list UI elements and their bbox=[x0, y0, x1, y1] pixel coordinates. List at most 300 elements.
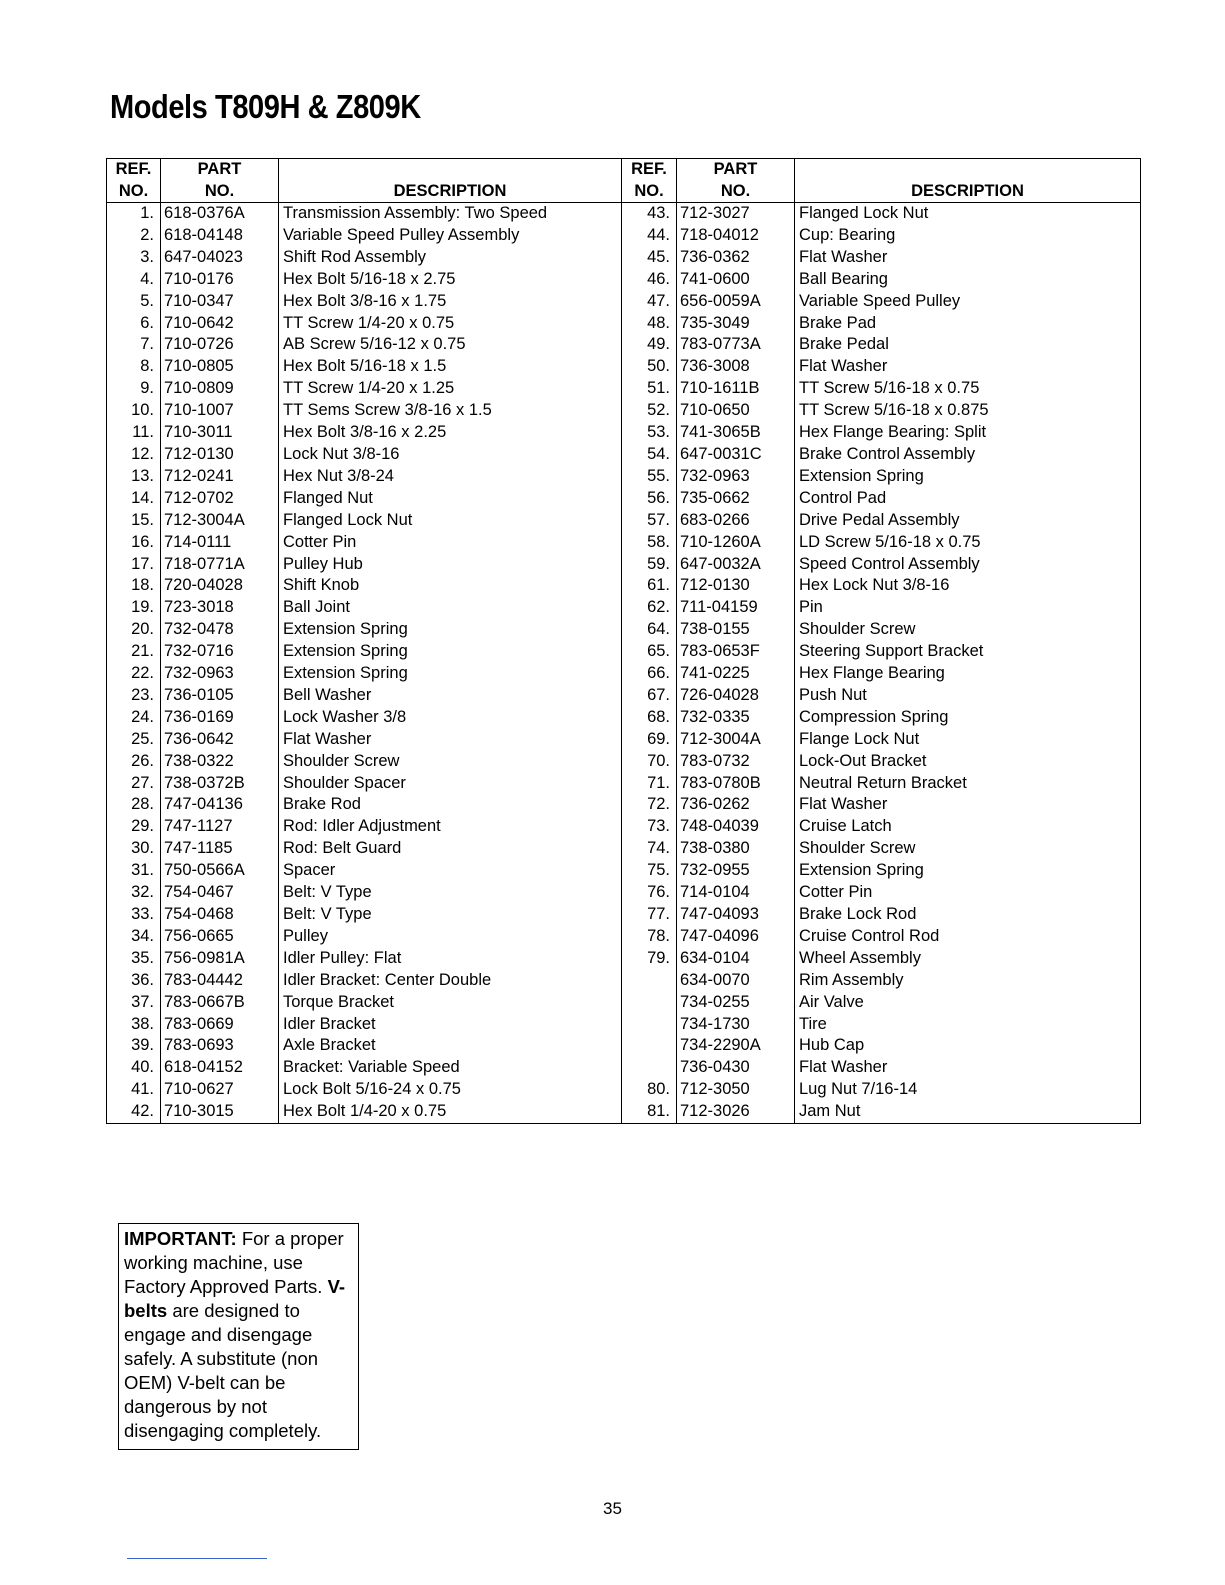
description-cell: Hex Lock Nut 3/8-16 bbox=[795, 575, 1141, 597]
part-number-cell: 783-0667B bbox=[161, 992, 279, 1014]
description-cell: Extension Spring bbox=[279, 641, 622, 663]
ref-cell: 71. bbox=[622, 773, 677, 795]
description-cell: Pulley Hub bbox=[279, 554, 622, 576]
part-number-cell: 732-0335 bbox=[677, 707, 795, 729]
part-number-cell: 712-0130 bbox=[677, 575, 795, 597]
part-number-cell: 783-04442 bbox=[161, 970, 279, 992]
important-notice-box bbox=[118, 1223, 359, 1450]
part-number-cell: 710-0347 bbox=[161, 291, 279, 313]
ref-cell: 21. bbox=[131, 642, 154, 661]
ref-cell: 78. bbox=[622, 926, 677, 948]
part-number-cell: 747-04093 bbox=[677, 904, 795, 926]
description-cell: Flat Washer bbox=[795, 1057, 1141, 1079]
part-number-cell: 783-0780B bbox=[677, 773, 795, 795]
ref-cell: 4. bbox=[140, 269, 154, 288]
notice-text-1: For a proper working machine, use Factory Approved Parts. bbox=[124, 1228, 344, 1297]
part-number-cell: 710-1260A bbox=[677, 532, 795, 554]
part-number-cell: 754-0467 bbox=[161, 882, 279, 904]
ref-cell: 53. bbox=[622, 422, 677, 444]
table-row bbox=[107, 378, 1141, 400]
description-cell: Spacer bbox=[279, 860, 622, 882]
ref-cell: 37. bbox=[131, 992, 154, 1011]
part-number-cell: 736-0642 bbox=[161, 729, 279, 751]
description-cell: TT Screw 1/4-20 x 1.25 bbox=[279, 378, 622, 400]
part-number-cell: 783-0653F bbox=[677, 641, 795, 663]
part-number-cell: 747-04096 bbox=[677, 926, 795, 948]
description-cell: Lock Bolt 5/16-24 x 0.75 bbox=[279, 1079, 622, 1101]
description-cell: Rod: Idler Adjustment bbox=[279, 816, 622, 838]
table-row bbox=[107, 269, 1141, 291]
part-number-cell: 741-3065B bbox=[677, 422, 795, 444]
ref-cell: 65. bbox=[622, 641, 677, 663]
ref-cell: 76. bbox=[622, 882, 677, 904]
description-cell: Brake Pad bbox=[795, 313, 1141, 335]
description-cell: Bell Washer bbox=[279, 685, 622, 707]
part-number-cell: 647-0032A bbox=[677, 554, 795, 576]
part-number-cell: 736-0105 bbox=[161, 685, 279, 707]
description-cell: Flanged Nut bbox=[279, 488, 622, 510]
description-cell: Hex Bolt 3/8-16 x 2.25 bbox=[279, 422, 622, 444]
ref-cell: 38. bbox=[131, 1014, 154, 1033]
description-cell: Hex Bolt 3/8-16 x 1.75 bbox=[279, 291, 622, 313]
table-row bbox=[107, 970, 1141, 992]
description-cell: Variable Speed Pulley Assembly bbox=[279, 225, 622, 247]
ref-cell: 1. bbox=[140, 204, 154, 222]
description-cell: Extension Spring bbox=[795, 860, 1141, 882]
ref-cell: 3. bbox=[140, 247, 154, 266]
table-row bbox=[107, 1057, 1141, 1079]
part-number-cell: 736-0262 bbox=[677, 794, 795, 816]
ref-cell: 29. bbox=[131, 817, 154, 836]
ref-cell: 64. bbox=[622, 619, 677, 641]
description-header-right: DESCRIPTION bbox=[795, 159, 1141, 203]
ref-cell: 7. bbox=[140, 335, 154, 354]
table-row bbox=[107, 860, 1141, 882]
ref-cell: 16. bbox=[131, 532, 154, 551]
table-row bbox=[107, 225, 1141, 247]
description-cell: Hex Nut 3/8-24 bbox=[279, 466, 622, 488]
ref-cell: 62. bbox=[622, 597, 677, 619]
part-number-cell: 711-04159 bbox=[677, 597, 795, 619]
description-cell: Pin bbox=[795, 597, 1141, 619]
description-cell: AB Screw 5/16-12 x 0.75 bbox=[279, 334, 622, 356]
part-number-cell: 710-1611B bbox=[677, 378, 795, 400]
table-row bbox=[107, 510, 1141, 532]
description-cell: Drive Pedal Assembly bbox=[795, 510, 1141, 532]
ref-cell: 10. bbox=[131, 401, 154, 420]
description-cell: Pulley bbox=[279, 926, 622, 948]
ref-cell: 50. bbox=[622, 356, 677, 378]
table-header-row bbox=[107, 159, 1141, 203]
part-number-cell: 710-0726 bbox=[161, 334, 279, 356]
ref-cell: 52. bbox=[622, 400, 677, 422]
part-number-cell: 783-0693 bbox=[161, 1035, 279, 1057]
ref-cell: 36. bbox=[131, 970, 154, 989]
part-number-cell: 712-3027 bbox=[677, 203, 795, 225]
part-number-cell: 756-0981A bbox=[161, 948, 279, 970]
description-cell: Wheel Assembly bbox=[795, 948, 1141, 970]
table-row bbox=[107, 1035, 1141, 1057]
ref-cell: 44. bbox=[622, 225, 677, 247]
ref-cell: 70. bbox=[622, 751, 677, 773]
description-cell: Air Valve bbox=[795, 992, 1141, 1014]
part-number-cell: 710-0642 bbox=[161, 313, 279, 335]
ref-cell: 68. bbox=[622, 707, 677, 729]
description-cell: Brake Lock Rod bbox=[795, 904, 1141, 926]
ref-cell: 34. bbox=[131, 926, 154, 945]
ref-cell: 31. bbox=[131, 861, 154, 880]
table-row bbox=[107, 1101, 1141, 1123]
description-cell: Shoulder Screw bbox=[279, 751, 622, 773]
description-cell: Cotter Pin bbox=[795, 882, 1141, 904]
parts-table-body bbox=[107, 203, 1141, 1124]
ref-cell: 79. bbox=[622, 948, 677, 970]
description-cell: Hex Bolt 5/16-18 x 1.5 bbox=[279, 356, 622, 378]
part-number-cell: 735-0662 bbox=[677, 488, 795, 510]
ref-header-left: REF. NO. bbox=[107, 159, 161, 203]
part-number-cell: 618-0376A bbox=[161, 203, 279, 225]
description-cell: Control Pad bbox=[795, 488, 1141, 510]
description-cell: Hex Flange Bearing: Split bbox=[795, 422, 1141, 444]
part-number-cell: 732-0478 bbox=[161, 619, 279, 641]
description-cell: Idler Bracket bbox=[279, 1014, 622, 1036]
part-number-cell: 732-0963 bbox=[677, 466, 795, 488]
table-row bbox=[107, 444, 1141, 466]
part-number-cell: 736-3008 bbox=[677, 356, 795, 378]
ref-cell: 15. bbox=[131, 510, 154, 529]
description-cell: Rim Assembly bbox=[795, 970, 1141, 992]
ref-cell: 11. bbox=[132, 423, 154, 442]
description-cell: Extension Spring bbox=[279, 619, 622, 641]
description-cell: Brake Control Assembly bbox=[795, 444, 1141, 466]
part-number-cell: 710-0650 bbox=[677, 400, 795, 422]
table-row bbox=[107, 838, 1141, 860]
part-number-cell: 718-04012 bbox=[677, 225, 795, 247]
ref-cell: 19. bbox=[131, 598, 154, 617]
part-number-cell: 712-0130 bbox=[161, 444, 279, 466]
table-row bbox=[107, 597, 1141, 619]
ref-cell: 73. bbox=[622, 816, 677, 838]
part-number-cell: 726-04028 bbox=[677, 685, 795, 707]
description-cell: Variable Speed Pulley bbox=[795, 291, 1141, 313]
table-row bbox=[107, 794, 1141, 816]
ref-cell: 54. bbox=[622, 444, 677, 466]
description-header-left: DESCRIPTION bbox=[279, 159, 622, 203]
part-number-cell: 710-3015 bbox=[161, 1101, 279, 1123]
ref-cell: 24. bbox=[131, 707, 154, 726]
ref-cell: 17. bbox=[131, 554, 154, 573]
vbelts-label: V-belts bbox=[124, 1276, 346, 1321]
part-number-cell: 734-0255 bbox=[677, 992, 795, 1014]
table-row bbox=[107, 707, 1141, 729]
table-row bbox=[107, 904, 1141, 926]
table-row bbox=[107, 663, 1141, 685]
ref-cell: 13. bbox=[131, 466, 154, 485]
ref-cell bbox=[622, 1057, 677, 1079]
table-row bbox=[107, 1014, 1141, 1036]
description-cell: Belt: V Type bbox=[279, 904, 622, 926]
part-number-cell: 723-3018 bbox=[161, 597, 279, 619]
ref-cell: 5. bbox=[140, 291, 154, 310]
description-cell: Torque Bracket bbox=[279, 992, 622, 1014]
ref-cell: 42. bbox=[131, 1102, 154, 1121]
ref-cell: 48. bbox=[622, 313, 677, 335]
ref-cell: 27. bbox=[131, 773, 154, 792]
table-row bbox=[107, 575, 1141, 597]
ref-cell: 28. bbox=[131, 795, 154, 814]
table-row bbox=[107, 751, 1141, 773]
description-cell: TT Screw 1/4-20 x 0.75 bbox=[279, 313, 622, 335]
part-number-cell: 712-3026 bbox=[677, 1101, 795, 1123]
part-number-cell: 747-1185 bbox=[161, 838, 279, 860]
ref-cell: 57. bbox=[622, 510, 677, 532]
ref-cell: 26. bbox=[131, 751, 154, 770]
description-cell: Tire bbox=[795, 1014, 1141, 1036]
ref-cell: 41. bbox=[131, 1080, 154, 1099]
part-number-cell: 741-0600 bbox=[677, 269, 795, 291]
description-cell: Lock-Out Bracket bbox=[795, 751, 1141, 773]
ref-cell: 69. bbox=[622, 729, 677, 751]
description-cell: Shoulder Spacer bbox=[279, 773, 622, 795]
part-number-cell: 656-0059A bbox=[677, 291, 795, 313]
description-cell: Cotter Pin bbox=[279, 532, 622, 554]
table-row bbox=[107, 356, 1141, 378]
description-cell: LD Screw 5/16-18 x 0.75 bbox=[795, 532, 1141, 554]
description-cell: TT Screw 5/16-18 x 0.75 bbox=[795, 378, 1141, 400]
ref-cell: 35. bbox=[131, 948, 154, 967]
table-row bbox=[107, 948, 1141, 970]
ref-cell: 49. bbox=[622, 334, 677, 356]
part-number-cell: 732-0716 bbox=[161, 641, 279, 663]
part-number-cell: 734-2290A bbox=[677, 1035, 795, 1057]
part-number-cell: 732-0963 bbox=[161, 663, 279, 685]
part-number-cell: 783-0773A bbox=[677, 334, 795, 356]
part-number-cell: 714-0104 bbox=[677, 882, 795, 904]
description-cell: Hex Flange Bearing bbox=[795, 663, 1141, 685]
table-row bbox=[107, 816, 1141, 838]
part-number-cell: 738-0322 bbox=[161, 751, 279, 773]
ref-cell: 9. bbox=[140, 379, 154, 398]
part-number-cell: 712-0241 bbox=[161, 466, 279, 488]
ref-cell: 58. bbox=[622, 532, 677, 554]
part-number-cell: 714-0111 bbox=[161, 532, 279, 554]
ref-cell: 80. bbox=[622, 1079, 677, 1101]
part-number-cell: 710-1007 bbox=[161, 400, 279, 422]
ref-cell bbox=[622, 992, 677, 1014]
part-number-cell: 750-0566A bbox=[161, 860, 279, 882]
ref-cell bbox=[622, 970, 677, 992]
table-row bbox=[107, 1079, 1141, 1101]
part-number-cell: 747-1127 bbox=[161, 816, 279, 838]
description-cell: Rod: Belt Guard bbox=[279, 838, 622, 860]
part-number-cell: 634-0070 bbox=[677, 970, 795, 992]
ref-cell: 77. bbox=[622, 904, 677, 926]
description-cell: Steering Support Bracket bbox=[795, 641, 1141, 663]
table-row bbox=[107, 400, 1141, 422]
table-row bbox=[107, 291, 1141, 313]
description-cell: TT Screw 5/16-18 x 0.875 bbox=[795, 400, 1141, 422]
part-number-cell: 734-1730 bbox=[677, 1014, 795, 1036]
description-cell: Ball Bearing bbox=[795, 269, 1141, 291]
ref-cell: 32. bbox=[131, 883, 154, 902]
ref-cell: 14. bbox=[131, 488, 154, 507]
part-header-left: PART NO. bbox=[161, 159, 279, 203]
description-cell: Extension Spring bbox=[795, 466, 1141, 488]
ref-cell: 47. bbox=[622, 291, 677, 313]
ref-cell: 18. bbox=[131, 576, 154, 595]
description-cell: Cup: Bearing bbox=[795, 225, 1141, 247]
description-cell: Idler Bracket: Center Double bbox=[279, 970, 622, 992]
table-row bbox=[107, 466, 1141, 488]
notice-text-2: are designed to engage and disengage safely. A substitute (non OEM) V-belt can be dangerous by not disengaging completely. bbox=[124, 1300, 322, 1441]
part-number-cell: 738-0155 bbox=[677, 619, 795, 641]
ref-cell: 55. bbox=[622, 466, 677, 488]
table-row bbox=[107, 882, 1141, 904]
part-number-cell: 710-3011 bbox=[161, 422, 279, 444]
description-cell: Idler Pulley: Flat bbox=[279, 948, 622, 970]
part-number-cell: 754-0468 bbox=[161, 904, 279, 926]
part-number-cell: 647-0031C bbox=[677, 444, 795, 466]
part-number-cell: 647-04023 bbox=[161, 247, 279, 269]
description-cell: Shift Rod Assembly bbox=[279, 247, 622, 269]
table-row bbox=[107, 641, 1141, 663]
part-number-cell: 720-04028 bbox=[161, 575, 279, 597]
part-number-cell: 634-0104 bbox=[677, 948, 795, 970]
part-number-cell: 736-0169 bbox=[161, 707, 279, 729]
description-cell: Flat Washer bbox=[279, 729, 622, 751]
part-number-cell: 618-04148 bbox=[161, 225, 279, 247]
ref-cell: 39. bbox=[131, 1036, 154, 1055]
table-row bbox=[107, 619, 1141, 641]
table-row bbox=[107, 729, 1141, 751]
ref-cell: 22. bbox=[131, 664, 154, 683]
part-number-cell: 735-3049 bbox=[677, 313, 795, 335]
part-header-right: PART NO. bbox=[677, 159, 795, 203]
part-number-cell: 710-0627 bbox=[161, 1079, 279, 1101]
part-number-cell: 712-0702 bbox=[161, 488, 279, 510]
ref-cell: 23. bbox=[131, 685, 154, 704]
ref-cell: 2. bbox=[140, 225, 154, 244]
table-row bbox=[107, 203, 1141, 225]
parts-table bbox=[106, 158, 1141, 1124]
ref-cell: 6. bbox=[140, 313, 154, 332]
ref-cell: 81. bbox=[622, 1101, 677, 1123]
part-number-cell: 736-0362 bbox=[677, 247, 795, 269]
description-cell: Belt: V Type bbox=[279, 882, 622, 904]
part-number-cell: 783-0669 bbox=[161, 1014, 279, 1036]
table-row bbox=[107, 532, 1141, 554]
part-number-cell: 712-3050 bbox=[677, 1079, 795, 1101]
description-cell: Cruise Latch bbox=[795, 816, 1141, 838]
part-number-cell: 736-0430 bbox=[677, 1057, 795, 1079]
ref-cell: 8. bbox=[140, 357, 154, 376]
description-cell: TT Sems Screw 3/8-16 x 1.5 bbox=[279, 400, 622, 422]
description-cell: Compression Spring bbox=[795, 707, 1141, 729]
ref-cell: 67. bbox=[622, 685, 677, 707]
ref-cell: 59. bbox=[622, 554, 677, 576]
description-cell: Brake Rod bbox=[279, 794, 622, 816]
table-row bbox=[107, 992, 1141, 1014]
ref-cell: 72. bbox=[622, 794, 677, 816]
description-cell: Axle Bracket bbox=[279, 1035, 622, 1057]
description-cell: Jam Nut bbox=[795, 1101, 1141, 1123]
table-row bbox=[107, 422, 1141, 444]
table-row bbox=[107, 926, 1141, 948]
page-number: 35 bbox=[603, 1499, 622, 1518]
description-cell: Hub Cap bbox=[795, 1035, 1141, 1057]
part-number-cell: 718-0771A bbox=[161, 554, 279, 576]
description-cell: Transmission Assembly: Two Speed bbox=[279, 203, 622, 225]
important-label: IMPORTANT: bbox=[124, 1228, 237, 1249]
description-cell: Cruise Control Rod bbox=[795, 926, 1141, 948]
table-row bbox=[107, 554, 1141, 576]
table-row bbox=[107, 313, 1141, 335]
description-cell: Neutral Return Bracket bbox=[795, 773, 1141, 795]
ref-cell: 40. bbox=[131, 1058, 154, 1077]
ref-cell: 45. bbox=[622, 247, 677, 269]
description-cell: Extension Spring bbox=[279, 663, 622, 685]
description-cell: Flange Lock Nut bbox=[795, 729, 1141, 751]
page-title: Models T809H & Z809K bbox=[110, 88, 421, 125]
ref-cell: 66. bbox=[622, 663, 677, 685]
description-cell: Hex Bolt 1/4-20 x 0.75 bbox=[279, 1101, 622, 1123]
description-cell: Speed Control Assembly bbox=[795, 554, 1141, 576]
ref-cell: 43. bbox=[622, 203, 677, 225]
ref-cell: 51. bbox=[622, 378, 677, 400]
description-cell: Push Nut bbox=[795, 685, 1141, 707]
part-number-cell: 748-04039 bbox=[677, 816, 795, 838]
description-cell: Hex Bolt 5/16-18 x 2.75 bbox=[279, 269, 622, 291]
ref-cell: 20. bbox=[131, 620, 154, 639]
ref-cell: 30. bbox=[131, 839, 154, 858]
ref-cell: 74. bbox=[622, 838, 677, 860]
part-number-cell: 710-0805 bbox=[161, 356, 279, 378]
description-cell: Flat Washer bbox=[795, 247, 1141, 269]
table-row bbox=[107, 488, 1141, 510]
part-number-cell: 712-3004A bbox=[677, 729, 795, 751]
part-number-cell: 710-0176 bbox=[161, 269, 279, 291]
part-number-cell: 747-04136 bbox=[161, 794, 279, 816]
part-number-cell: 683-0266 bbox=[677, 510, 795, 532]
part-number-cell: 732-0955 bbox=[677, 860, 795, 882]
part-number-cell: 710-0809 bbox=[161, 378, 279, 400]
ref-cell bbox=[622, 1014, 677, 1036]
description-cell: Shoulder Screw bbox=[795, 619, 1141, 641]
ref-cell: 56. bbox=[622, 488, 677, 510]
table-row bbox=[107, 334, 1141, 356]
part-number-cell: 756-0665 bbox=[161, 926, 279, 948]
description-cell: Brake Pedal bbox=[795, 334, 1141, 356]
description-cell: Bracket: Variable Speed bbox=[279, 1057, 622, 1079]
description-cell: Flat Washer bbox=[795, 356, 1141, 378]
description-cell: Shoulder Screw bbox=[795, 838, 1141, 860]
ref-cell: 75. bbox=[622, 860, 677, 882]
ref-cell: 25. bbox=[131, 729, 154, 748]
ref-header-right: REF. NO. bbox=[622, 159, 677, 203]
description-cell: Flanged Lock Nut bbox=[279, 510, 622, 532]
ref-cell: 12. bbox=[131, 444, 154, 463]
ref-cell: 46. bbox=[622, 269, 677, 291]
description-cell: Shift Knob bbox=[279, 575, 622, 597]
description-cell: Ball Joint bbox=[279, 597, 622, 619]
description-cell: Lock Washer 3/8 bbox=[279, 707, 622, 729]
part-number-cell: 738-0372B bbox=[161, 773, 279, 795]
ref-cell: 33. bbox=[131, 905, 154, 923]
part-number-cell: 738-0380 bbox=[677, 838, 795, 860]
table-row bbox=[107, 247, 1141, 269]
description-cell: Flanged Lock Nut bbox=[795, 203, 1141, 225]
description-cell: Lug Nut 7/16-14 bbox=[795, 1079, 1141, 1101]
